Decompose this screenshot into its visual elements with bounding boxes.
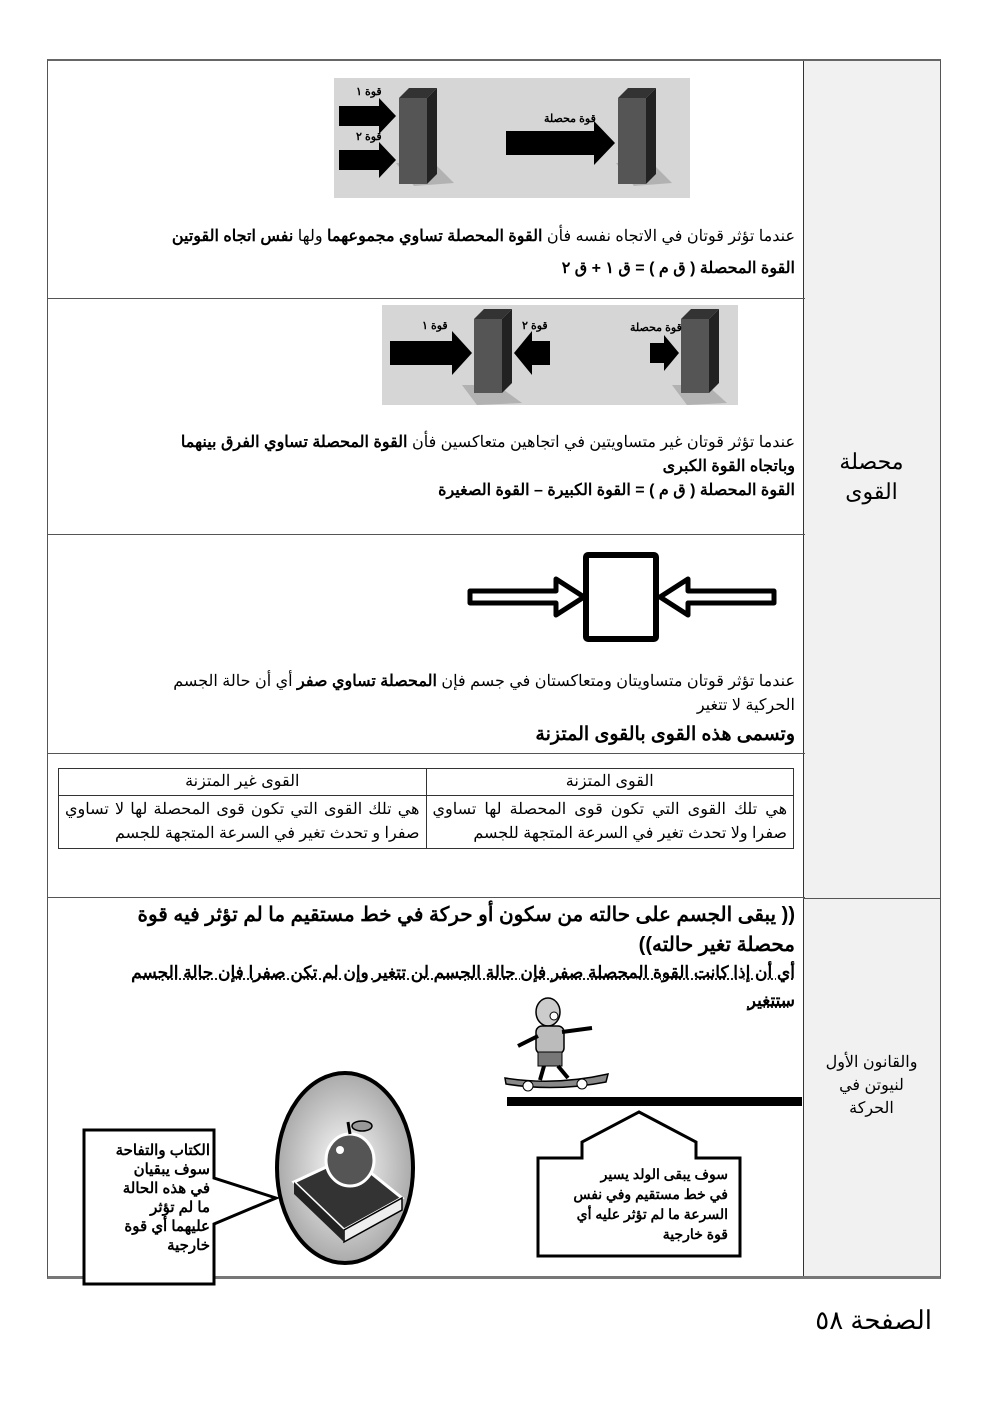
topic-label-line: الحركة xyxy=(849,1100,894,1117)
callout-line: قوة خارجية xyxy=(662,1226,728,1242)
topic-label-line: لنيوتن في xyxy=(839,1077,904,1094)
topic-label-newton xyxy=(803,1051,940,1120)
callout-line: ما لم تؤثر xyxy=(150,1199,210,1216)
callout-line: خارجية xyxy=(167,1237,210,1254)
force1-label: قوة ١ xyxy=(356,86,382,98)
topic-label-line: والقانون الأول xyxy=(825,1054,918,1071)
row-opposite-unequal xyxy=(48,299,805,535)
text-bold: القوة المحصلة تساوي الفرق بينهما xyxy=(180,434,408,451)
callout-line: عليهما أي قوة xyxy=(124,1218,210,1235)
body-box xyxy=(586,555,656,639)
boy-callout-text xyxy=(548,1160,728,1250)
apple xyxy=(326,1134,374,1186)
row-comparison xyxy=(48,754,805,898)
callout-line: في خط مستقيم وفي نفس xyxy=(573,1186,728,1202)
callout-line: سوف يبقى الولد يسير xyxy=(600,1166,728,1182)
force2-label: قوة ٢ xyxy=(522,320,548,332)
same-direction-text xyxy=(55,225,795,249)
row-newton-first-law xyxy=(48,898,805,1278)
text-part: عندما تؤثر قوتان متساويتان ومتعاكستان في جسم فإن xyxy=(436,673,795,690)
skateboarder-illustration xyxy=(500,996,615,1092)
balanced-forces-figure xyxy=(466,551,778,643)
worksheet-table xyxy=(47,59,941,1279)
topic-label-line: القوى xyxy=(845,479,898,504)
text-bold: القوة المحصلة تساوي مجموعهما xyxy=(327,228,543,245)
callout-line: السرعة ما لم تؤثر عليه أي xyxy=(576,1206,728,1222)
left-force-arrow xyxy=(470,579,584,615)
text-part: ولها xyxy=(293,228,328,245)
balanced-heading: وتسمى هذه القوى بالقوى المتزنة xyxy=(535,724,795,745)
law-statement-line2: محصلة تغير حالته)) xyxy=(638,934,795,956)
table-row xyxy=(59,796,794,849)
table-header: القوى المتزنة xyxy=(426,769,794,796)
table-cell: هي تلك القوى التي تكون قوى المحصلة لها تساوي صفرا ولا تحدث تغير في السرعة المتجهة للجسم xyxy=(426,796,794,849)
law-statement-line1: (( يبقى الجسم على حالته من سكون أو حركة في خط مستقيم ما لم تؤثر فيه قوة xyxy=(137,904,795,926)
opposite-unequal-line2: وباتجاه القوة الكبرى xyxy=(662,458,795,475)
law-explanation-line1: أي أن إذا كانت القوة المحصلة صفر فإن حالة الجسم لن تتغير وإن لم تكن صفرا فإن حالة الجسم xyxy=(131,963,795,982)
same-direction-formula: القوة المحصلة ( ق م ) = ق ١ + ق ٢ xyxy=(561,260,795,277)
table-header-row xyxy=(59,769,794,796)
force1-label: قوة ١ xyxy=(422,320,448,332)
block-2 xyxy=(681,319,709,393)
callout-line: في هذه الحالة xyxy=(122,1180,210,1197)
text-bold: نفس اتجاه القوتين xyxy=(171,228,294,245)
resultant-label: قوة محصلة xyxy=(630,322,682,334)
page-number: الصفحة ٥٨ xyxy=(815,1305,932,1335)
law-explanation-line2: ستتغير xyxy=(747,991,795,1010)
text-part: عندما تؤثر قوتان في الاتجاه نفسه فأن xyxy=(542,228,795,245)
topic-column xyxy=(803,61,940,1276)
topic-label-line: محصلة xyxy=(839,449,904,474)
resultant-label: قوة محصلة xyxy=(544,113,596,125)
block-1 xyxy=(474,319,502,393)
apple-book-illustration xyxy=(274,1070,416,1266)
row-balanced xyxy=(48,535,805,754)
callout-line: سوف يبقيان xyxy=(133,1161,210,1178)
opposite-unequal-figure xyxy=(382,305,738,405)
block-2 xyxy=(618,98,646,184)
table-header: القوى غير المتزنة xyxy=(59,769,427,796)
balanced-line1 xyxy=(55,670,795,694)
right-force-arrow xyxy=(660,579,774,615)
text-part: عندما تؤثر قوتان غير متساويتين في اتجاهين متعاكسين فأن xyxy=(407,434,795,451)
topic-label-resultant xyxy=(803,447,940,507)
force2-label: قوة ٢ xyxy=(356,131,382,143)
block-1 xyxy=(399,98,427,184)
table-cell: هي تلك القوى التي تكون قوى المحصلة لها لا تساوي صفرا و تحدث تغير في السرعة المتجهة للجسم xyxy=(59,796,427,849)
topic-divider xyxy=(803,898,940,899)
text-part: أي أن حالة الجسم xyxy=(173,673,297,690)
opposite-unequal-formula: القوة المحصلة ( ق م ) = القوة الكبيرة – القوة الصغيرة xyxy=(438,482,795,499)
text-bold: المحصلة تساوي صفر xyxy=(297,673,437,690)
same-direction-figure xyxy=(334,78,690,198)
book-callout-text xyxy=(88,1141,210,1255)
callout-line: الكتاب والتفاحة xyxy=(115,1142,210,1159)
comparison-table xyxy=(58,768,794,849)
row-same-direction xyxy=(48,61,805,299)
ground-line xyxy=(507,1097,802,1106)
opposite-unequal-line1 xyxy=(55,431,795,455)
balanced-line2: الحركية لا تتغير xyxy=(696,697,795,714)
